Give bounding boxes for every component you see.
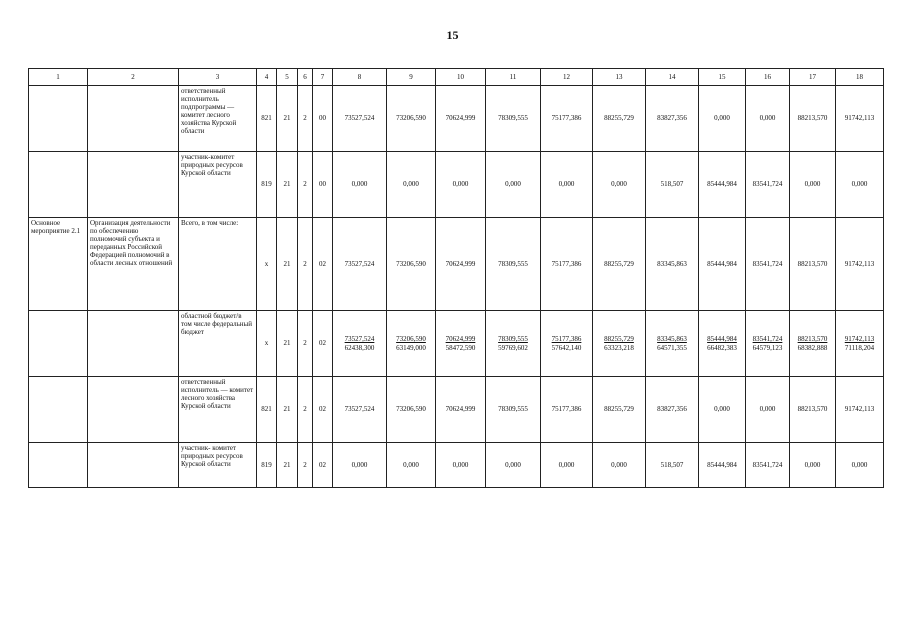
column-header-14: 14 (646, 69, 699, 86)
value-cell: 88255,729 (593, 377, 646, 443)
regional-budget-value: 85444,984 (707, 335, 737, 344)
program-name-cell (88, 86, 179, 152)
om-code-cell: 00 (313, 86, 333, 152)
pgp-code-cell: 2 (298, 443, 313, 488)
federal-budget-value: 66482,383 (707, 343, 737, 352)
om-code-cell: 02 (313, 443, 333, 488)
gp-code-cell: 21 (277, 377, 298, 443)
executor-cell: Всего, в том числе: (179, 218, 257, 311)
value-cell (790, 311, 836, 377)
budget-table (28, 68, 884, 488)
value-cell: 0,000 (486, 152, 541, 218)
value-cell: 0,000 (436, 443, 486, 488)
executor-cell: ответственный исполнитель — комитет лесного хозяйства Курской области (179, 377, 257, 443)
value-cell (746, 311, 790, 377)
value-cell: 0,000 (486, 443, 541, 488)
value-cell: 0,000 (333, 152, 387, 218)
header-row (29, 69, 884, 86)
gp-code-cell: 21 (277, 311, 298, 377)
column-header-9: 9 (387, 69, 436, 86)
regional-budget-value: 83345,863 (657, 335, 687, 344)
column-header-8: 8 (333, 69, 387, 86)
value-cell: 73206,590 (387, 218, 436, 311)
value-cell: 0,000 (790, 152, 836, 218)
value-cell: 0,000 (387, 152, 436, 218)
pgp-code-cell: 2 (298, 218, 313, 311)
grbs-code-cell: 819 (257, 152, 277, 218)
table-row (29, 377, 884, 443)
value-cell (836, 311, 884, 377)
value-cell: 88213,570 (790, 86, 836, 152)
grbs-code-cell: х (257, 218, 277, 311)
value-cell: 88213,570 (790, 218, 836, 311)
regional-budget-value: 73206,590 (396, 335, 426, 344)
value-cell: 0,000 (593, 152, 646, 218)
value-cell: 73527,524 (333, 377, 387, 443)
value-cell: 0,000 (593, 443, 646, 488)
value-cell: 70624,999 (436, 218, 486, 311)
value-cell: 0,000 (333, 443, 387, 488)
program-name-cell (88, 443, 179, 488)
gp-code-cell: 21 (277, 218, 298, 311)
federal-budget-value: 63149,000 (396, 343, 426, 352)
value-cell: 0,000 (836, 152, 884, 218)
column-header-1: 1 (29, 69, 88, 86)
regional-budget-value: 88213,570 (797, 335, 828, 344)
federal-budget-value: 62438,300 (344, 343, 375, 352)
status-cell (29, 152, 88, 218)
status-cell (29, 86, 88, 152)
value-cell: 0,000 (746, 86, 790, 152)
table-row (29, 311, 884, 377)
value-cell: 75177,386 (541, 86, 593, 152)
federal-budget-value: 58472,590 (445, 343, 476, 352)
value-cell: 78309,555 (486, 218, 541, 311)
value-cell (699, 311, 746, 377)
value-cell: 83541,724 (746, 218, 790, 311)
value-cell (541, 311, 593, 377)
federal-budget-value: 64571,355 (657, 343, 687, 352)
column-header-12: 12 (541, 69, 593, 86)
value-cell: 78309,555 (486, 86, 541, 152)
value-cell (486, 311, 541, 377)
grbs-code-cell: 821 (257, 86, 277, 152)
program-name-cell: Организация деятельности по обеспечению полномочий субъекта и переданных Российской Федерацией полномочий в области лесных отношений (88, 218, 179, 311)
regional-budget-value: 70624,999 (445, 335, 476, 344)
grbs-code-cell: х (257, 311, 277, 377)
value-cell: 0,000 (836, 443, 884, 488)
value-cell: 518,507 (646, 152, 699, 218)
table-row (29, 443, 884, 488)
executor-cell: участник-комитет природных ресурсов Курской области (179, 152, 257, 218)
column-header-18: 18 (836, 69, 884, 86)
status-cell: Основное мероприятие 2.1 (29, 218, 88, 311)
status-cell (29, 311, 88, 377)
regional-budget-value: 83541,724 (752, 335, 783, 344)
executor-cell: участник- комитет природных ресурсов Курской области (179, 443, 257, 488)
gp-code-cell: 21 (277, 152, 298, 218)
column-header-15: 15 (699, 69, 746, 86)
value-cell: 83541,724 (746, 152, 790, 218)
value-cell: 0,000 (387, 443, 436, 488)
column-header-5: 5 (277, 69, 298, 86)
value-cell: 0,000 (541, 152, 593, 218)
gp-code-cell: 21 (277, 86, 298, 152)
value-cell: 0,000 (790, 443, 836, 488)
value-cell (593, 311, 646, 377)
gp-code-cell: 21 (277, 443, 298, 488)
value-cell: 518,507 (646, 443, 699, 488)
value-cell: 75177,386 (541, 218, 593, 311)
column-header-3: 3 (179, 69, 257, 86)
regional-budget-value: 75177,386 (551, 335, 582, 344)
value-cell: 73527,524 (333, 218, 387, 311)
om-code-cell: 02 (313, 311, 333, 377)
column-header-4: 4 (257, 69, 277, 86)
value-cell: 70624,999 (436, 377, 486, 443)
federal-budget-value: 57642,140 (551, 343, 582, 352)
status-cell (29, 377, 88, 443)
value-cell: 0,000 (699, 86, 746, 152)
value-cell: 85444,984 (699, 443, 746, 488)
om-code-cell: 02 (313, 218, 333, 311)
value-cell: 85444,984 (699, 152, 746, 218)
column-header-17: 17 (790, 69, 836, 86)
executor-cell: областной бюджет/в том числе федеральный бюджет (179, 311, 257, 377)
value-cell: 83345,863 (646, 218, 699, 311)
value-cell: 73206,590 (387, 377, 436, 443)
value-cell: 73206,590 (387, 86, 436, 152)
value-cell: 0,000 (746, 377, 790, 443)
pgp-code-cell: 2 (298, 86, 313, 152)
page-number: 15 (446, 28, 459, 42)
value-cell: 91742,113 (836, 377, 884, 443)
value-cell: 91742,113 (836, 218, 884, 311)
column-header-6: 6 (298, 69, 313, 86)
program-name-cell (88, 152, 179, 218)
value-cell: 85444,984 (699, 218, 746, 311)
table-row (29, 86, 884, 152)
column-header-7: 7 (313, 69, 333, 86)
regional-budget-value: 91742,113 (844, 335, 875, 344)
regional-budget-value: 78309,555 (498, 335, 528, 344)
value-cell: 88255,729 (593, 86, 646, 152)
value-cell: 0,000 (541, 443, 593, 488)
grbs-code-cell: 819 (257, 443, 277, 488)
federal-budget-value: 71118,204 (844, 343, 875, 352)
value-cell: 83827,356 (646, 86, 699, 152)
federal-budget-value: 63323,218 (604, 343, 634, 352)
table-row (29, 218, 884, 311)
executor-cell: ответственный исполнитель подпрограммы — комитет лесного хозяйства Курской области (179, 86, 257, 152)
pgp-code-cell: 2 (298, 311, 313, 377)
pgp-code-cell: 2 (298, 377, 313, 443)
value-cell: 88255,729 (593, 218, 646, 311)
column-header-11: 11 (486, 69, 541, 86)
grbs-code-cell: 821 (257, 377, 277, 443)
value-cell: 78309,555 (486, 377, 541, 443)
federal-budget-value: 68382,888 (797, 343, 828, 352)
value-cell: 73527,524 (333, 86, 387, 152)
value-cell (646, 311, 699, 377)
value-cell (387, 311, 436, 377)
value-cell: 88213,570 (790, 377, 836, 443)
column-header-13: 13 (593, 69, 646, 86)
value-cell: 0,000 (699, 377, 746, 443)
value-cell: 75177,386 (541, 377, 593, 443)
value-cell: 0,000 (436, 152, 486, 218)
pgp-code-cell: 2 (298, 152, 313, 218)
program-name-cell (88, 311, 179, 377)
om-code-cell: 00 (313, 152, 333, 218)
value-cell: 83827,356 (646, 377, 699, 443)
column-header-10: 10 (436, 69, 486, 86)
value-cell: 91742,113 (836, 86, 884, 152)
value-cell (333, 311, 387, 377)
regional-budget-value: 73527,524 (344, 335, 375, 344)
value-cell: 83541,724 (746, 443, 790, 488)
value-cell (436, 311, 486, 377)
federal-budget-value: 59769,602 (498, 343, 528, 352)
column-header-2: 2 (88, 69, 179, 86)
regional-budget-value: 88255,729 (604, 335, 634, 344)
value-cell: 70624,999 (436, 86, 486, 152)
table-row (29, 152, 884, 218)
status-cell (29, 443, 88, 488)
federal-budget-value: 64579,123 (752, 343, 783, 352)
om-code-cell: 02 (313, 377, 333, 443)
column-header-16: 16 (746, 69, 790, 86)
program-name-cell (88, 377, 179, 443)
